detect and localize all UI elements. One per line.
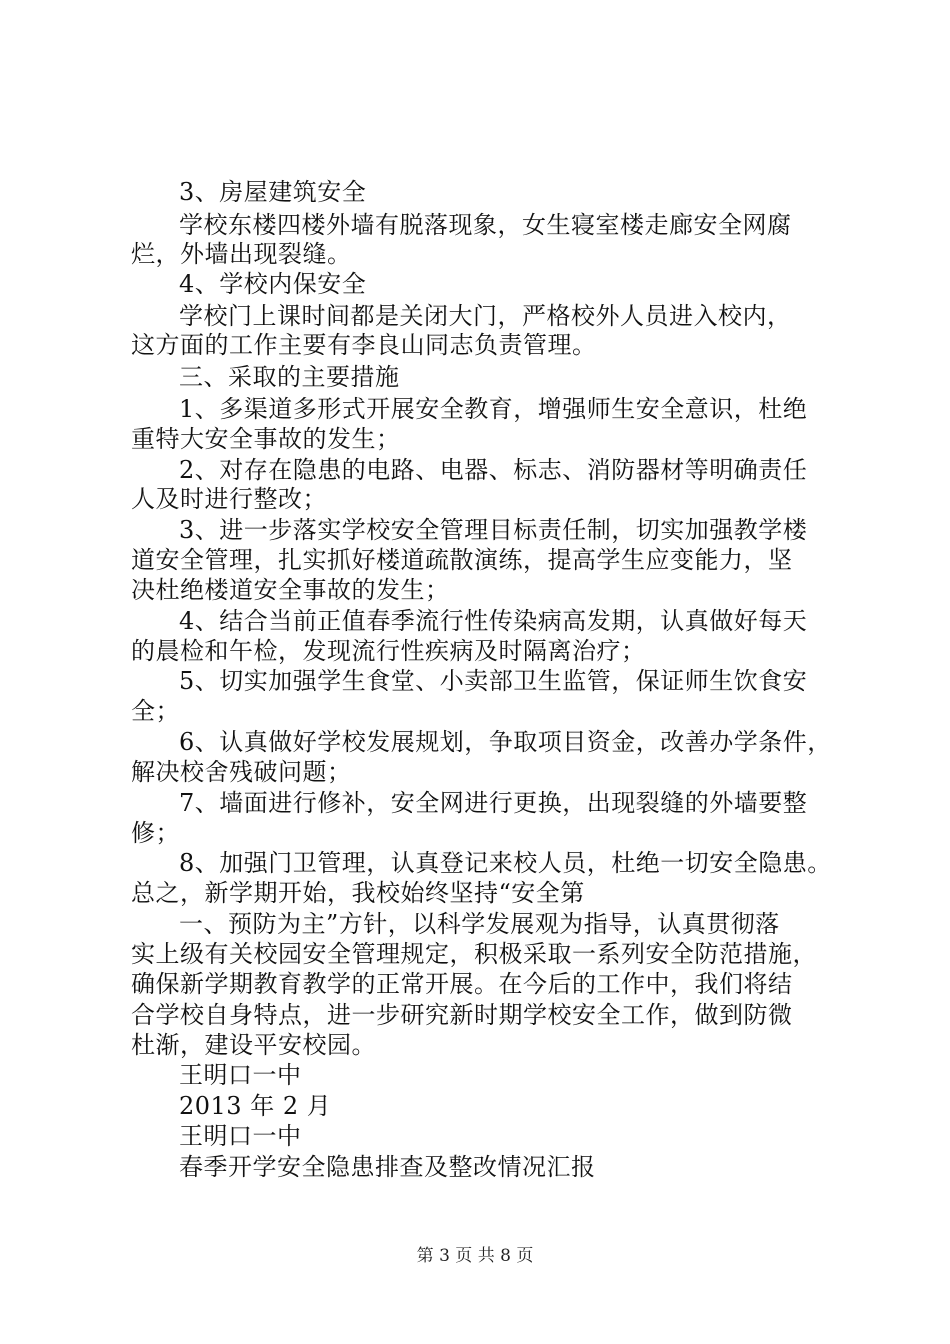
paragraph-line: 2、对存在隐患的电路、电器、标志、消防器材等明确责任 — [179, 456, 808, 484]
signature-school: 王明口一中 — [179, 1061, 302, 1089]
document-title: 春季开学安全隐患排查及整改情况汇报 — [179, 1153, 596, 1181]
paragraph-line: 道安全管理，扎实抓好楼道疏散演练，提高学生应变能力，坚 — [131, 546, 793, 574]
paragraph-line: 7、墙面进行修补，安全网进行更换，出现裂缝的外墙要整 — [179, 789, 808, 817]
page-number: 第 3 页 共 8 页 — [416, 1246, 534, 1266]
section-heading: 4、学校内保安全 — [179, 270, 367, 298]
paragraph-line: 烂，外墙出现裂缝。 — [131, 240, 352, 268]
signature-date: 2013 年 2 月 — [179, 1092, 332, 1120]
paragraph-line: 实上级有关校园安全管理规定，积极采取一系列安全防范措施， — [131, 940, 817, 968]
paragraph-line: 总之，新学期开始，我校始终坚持“安全第 — [131, 879, 585, 907]
paragraph-line: 修； — [131, 819, 180, 847]
paragraph-line: 一、预防为主”方针，以科学发展观为指导，认真贯彻落 — [179, 910, 780, 938]
paragraph-line: 合学校自身特点，进一步研究新时期学校安全工作，做到防微 — [131, 1001, 793, 1029]
paragraph-line: 确保新学期教育教学的正常开展。在今后的工作中，我们将结 — [131, 970, 793, 998]
paragraph-line: 学校东楼四楼外墙有脱落现象，女生寝室楼走廊安全网腐 — [179, 211, 792, 239]
section-heading: 三、采取的主要措施 — [179, 363, 400, 391]
paragraph-line: 杜渐，建设平安校园。 — [131, 1031, 376, 1059]
paragraph-line: 解决校舍残破问题； — [131, 758, 352, 786]
paragraph-line: 这方面的工作主要有李良山同志负责管理。 — [131, 331, 597, 359]
paragraph-line: 8、加强门卫管理，认真登记来校人员，杜绝一切安全隐患。 — [179, 849, 832, 877]
paragraph-line: 5、切实加强学生食堂、小卖部卫生监管，保证师生饮食安 — [179, 667, 808, 695]
paragraph-line: 重特大安全事故的发生； — [131, 425, 401, 453]
paragraph-line: 3、进一步落实学校安全管理目标责任制，切实加强教学楼 — [179, 516, 808, 544]
paragraph-line: 6、认真做好学校发展规划，争取项目资金，改善办学条件， — [179, 728, 832, 756]
paragraph-line: 1、多渠道多形式开展安全教育，增强师生安全意识，杜绝 — [179, 395, 808, 423]
paragraph-line: 全； — [131, 697, 180, 725]
paragraph-line: 人及时进行整改； — [131, 485, 327, 513]
paragraph-line: 4、结合当前正值春季流行性传染病高发期，认真做好每天 — [179, 607, 808, 635]
paragraph-line: 决杜绝楼道安全事故的发生； — [131, 576, 450, 604]
paragraph-line: 学校门上课时间都是关闭大门，严格校外人员进入校内， — [179, 302, 792, 330]
section-heading: 3、房屋建筑安全 — [179, 178, 367, 206]
signature-school: 王明口一中 — [179, 1122, 302, 1150]
paragraph-line: 的晨检和午检，发现流行性疾病及时隔离治疗； — [131, 637, 646, 665]
